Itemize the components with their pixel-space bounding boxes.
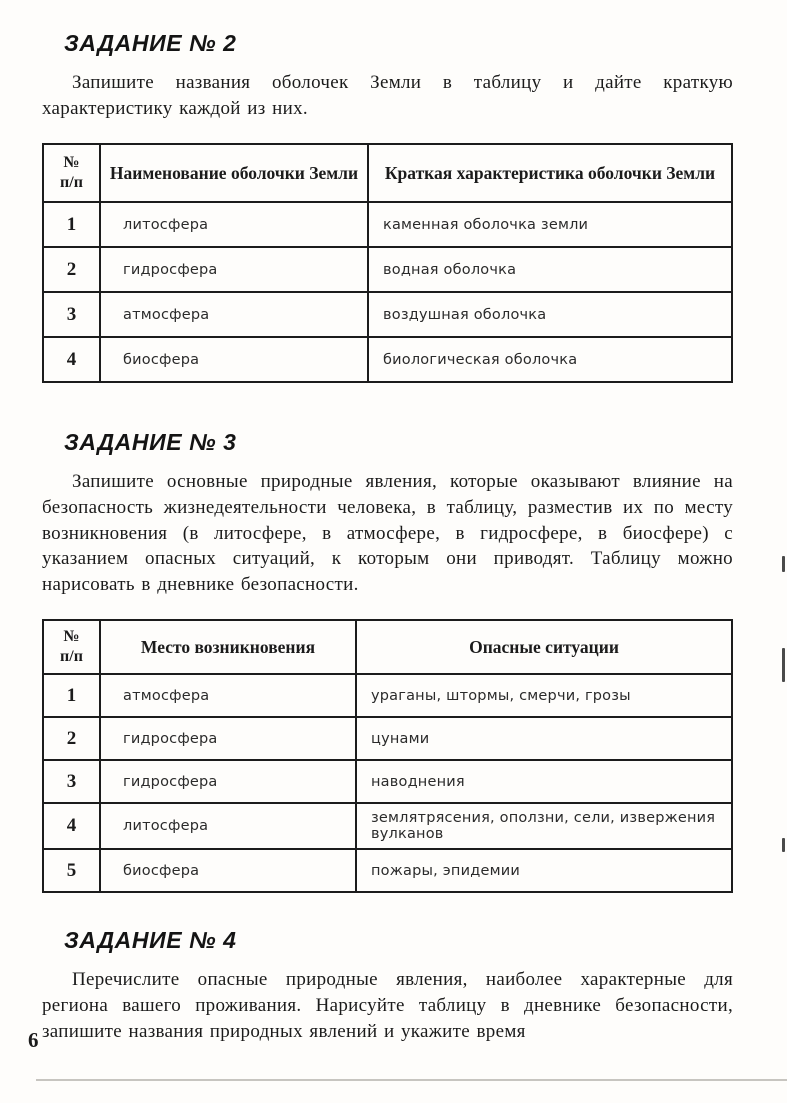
task2-table-head (43, 144, 732, 202)
task3-table (42, 619, 733, 893)
shell-desc-cell: биологическая оболочка (368, 337, 732, 382)
col-header-place: Место возникновения (100, 620, 356, 674)
task2-table (42, 143, 733, 383)
place-cell: гидросфера (100, 760, 356, 803)
shell-name-cell: биосфера (100, 337, 368, 382)
table-row (43, 337, 732, 382)
place-cell: литосфера (100, 803, 356, 849)
col-header-number (43, 620, 100, 674)
task2-intro: Запишите названия оболочек Земли в таблицу и дайте краткую характеристику каждой из них. (42, 72, 733, 119)
task2-title: ЗАДАНИЕ № 2 (64, 30, 237, 56)
situations-cell: пожары, эпидемии (356, 849, 732, 892)
table-row (43, 717, 732, 760)
col-header-number-bottom: п/п (60, 648, 83, 666)
place-cell: гидросфера (100, 717, 356, 760)
row-number: 5 (43, 849, 100, 892)
row-number: 4 (43, 803, 100, 849)
shell-desc-cell: водная оболочка (368, 247, 732, 292)
place-cell: биосфера (100, 849, 356, 892)
col-header-number-top: № (63, 628, 80, 646)
table-row (43, 247, 732, 292)
spacer (42, 383, 733, 429)
shell-name-cell: гидросфера (100, 247, 368, 292)
scan-artifact-edge-mark (782, 556, 785, 572)
situations-cell: наводнения (356, 760, 732, 803)
shell-desc-cell: каменная оболочка земли (368, 202, 732, 247)
row-number: 3 (43, 760, 100, 803)
table-row (43, 292, 732, 337)
task4-intro: Перечислите опасные природные явления, наиболее характерные для региона вашего проживания. Нарисуйте таблицу в дневнике безопасности, запишите названия природных явлений и укажите время (42, 969, 733, 1042)
table-row (43, 849, 732, 892)
page-number: 6 (28, 1028, 39, 1052)
row-number: 1 (43, 202, 100, 247)
col-header-shell-name: Наименование оболочки Земли (100, 144, 368, 202)
col-header-number-top: № (63, 154, 80, 172)
task3-table-head (43, 620, 732, 674)
shell-name-cell: литосфера (100, 202, 368, 247)
table-row (43, 803, 732, 849)
header-row (43, 144, 732, 202)
header-row (43, 620, 732, 674)
task3-table-body (43, 674, 732, 892)
shell-desc-cell: воздушная оболочка (368, 292, 732, 337)
col-header-number (43, 144, 100, 202)
row-number: 1 (43, 674, 100, 717)
shell-name-cell: атмосфера (100, 292, 368, 337)
spacer (42, 893, 733, 927)
task2-table-body (43, 202, 732, 382)
row-number: 2 (43, 717, 100, 760)
scan-artifact-edge-mark (782, 838, 785, 852)
task4-title: ЗАДАНИЕ № 4 (64, 927, 237, 954)
table-row (43, 674, 732, 717)
task3-title: ЗАДАНИЕ № 3 (64, 429, 237, 456)
col-header-number-bottom: п/п (60, 174, 83, 192)
row-number: 2 (43, 247, 100, 292)
scan-artifact-bottom-line (36, 1079, 787, 1081)
col-header-shell-desc: Краткая характеристика оболочки Земли (368, 144, 732, 202)
situations-cell: землятрясения, оползни, сели, извержения вулканов (356, 803, 732, 849)
place-cell: атмосфера (100, 674, 356, 717)
row-number: 4 (43, 337, 100, 382)
scan-artifact-edge-mark (782, 648, 785, 682)
row-number: 3 (43, 292, 100, 337)
situations-cell: ураганы, штормы, смерчи, грозы (356, 674, 732, 717)
col-header-situations: Опасные ситуации (356, 620, 732, 674)
situations-cell: цунами (356, 717, 732, 760)
table-row (43, 760, 732, 803)
task3-intro: Запишите основные природные явления, которые оказывают влияние на безопасность жизнедеятельности человека, в таблицу, разместив их по месту возникновения (в литосфере, в атмосфере, в гидросфере, в биосфере) с указанием опасных ситуаций, к которым они приводят. Таблицу можно нарисовать в дневнике безопасности. (42, 471, 733, 595)
table-row (43, 202, 732, 247)
